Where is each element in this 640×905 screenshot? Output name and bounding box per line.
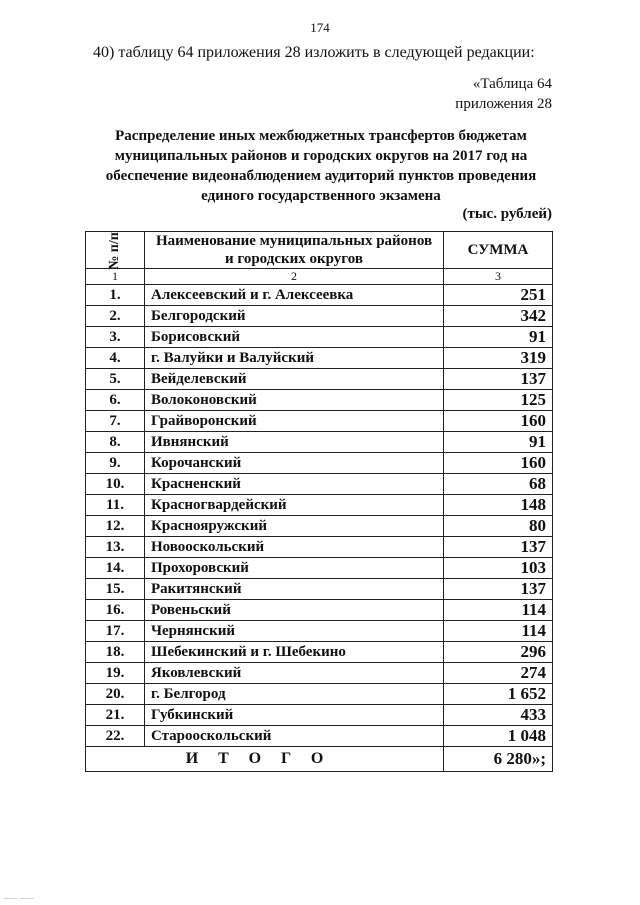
- row-number: 17.: [86, 621, 145, 642]
- table-row: [86, 642, 553, 663]
- table-row: [86, 390, 553, 411]
- table-reference: [455, 74, 552, 114]
- table-row: [86, 705, 553, 726]
- table-row: [86, 600, 553, 621]
- row-sum: 1 048: [444, 726, 553, 747]
- row-name: Корочанский: [145, 453, 444, 474]
- column-number-row: [86, 269, 553, 285]
- column-number: 2: [145, 269, 444, 285]
- row-sum: 114: [444, 600, 553, 621]
- table-row: [86, 453, 553, 474]
- row-number: 11.: [86, 495, 145, 516]
- row-number: 13.: [86, 537, 145, 558]
- transfers-table: [85, 231, 553, 772]
- row-number: 19.: [86, 663, 145, 684]
- row-sum: 114: [444, 621, 553, 642]
- row-sum: 160: [444, 453, 553, 474]
- table-reference-line1: «Таблица 64: [472, 76, 552, 92]
- row-number: 14.: [86, 558, 145, 579]
- header-number: [86, 232, 145, 269]
- table-row: [86, 537, 553, 558]
- row-name: Грайворонский: [145, 411, 444, 432]
- page-number: 174: [310, 20, 330, 35]
- row-number: 7.: [86, 411, 145, 432]
- row-name: Новооскольский: [145, 537, 444, 558]
- row-number: 22.: [86, 726, 145, 747]
- row-sum: 91: [444, 432, 553, 453]
- row-number: 20.: [86, 684, 145, 705]
- table-row: [86, 558, 553, 579]
- table-row: [86, 411, 553, 432]
- row-name: Шебекинский и г. Шебекино: [145, 642, 444, 663]
- row-name: Красненский: [145, 474, 444, 495]
- row-sum: 80: [444, 516, 553, 537]
- table-row: [86, 684, 553, 705]
- row-number: 10.: [86, 474, 145, 495]
- table-row: [86, 621, 553, 642]
- row-name: Старооскольский: [145, 726, 444, 747]
- row-number: 4.: [86, 348, 145, 369]
- row-sum: 251: [444, 285, 553, 306]
- row-name: Борисовский: [145, 327, 444, 348]
- footer-mark: —— ——: [4, 896, 35, 902]
- row-sum: 274: [444, 663, 553, 684]
- document-title: Распределение иных межбюджетных трансфертов бюджетам муниципальных районов и городских округов на 2017 год на обеспечение видеонаблюдением аудиторий пунктов проведения единого государственного экзамена: [105, 128, 537, 204]
- row-sum: 160: [444, 411, 553, 432]
- table-row: [86, 474, 553, 495]
- row-sum: 342: [444, 306, 553, 327]
- row-sum: 296: [444, 642, 553, 663]
- row-number: 5.: [86, 369, 145, 390]
- table-row: [86, 306, 553, 327]
- row-name: г. Валуйки и Валуйский: [145, 348, 444, 369]
- row-number: 16.: [86, 600, 145, 621]
- total-label: ИТОГО: [86, 747, 444, 772]
- row-sum: 103: [444, 558, 553, 579]
- row-number: 3.: [86, 327, 145, 348]
- row-sum: 125: [444, 390, 553, 411]
- row-number: 6.: [86, 390, 145, 411]
- header-name: Наименование муниципальных районов и городских округов: [145, 232, 444, 269]
- row-number: 15.: [86, 579, 145, 600]
- row-sum: 137: [444, 369, 553, 390]
- row-sum: 91: [444, 327, 553, 348]
- row-name: Красногвардейский: [145, 495, 444, 516]
- row-sum: 137: [444, 537, 553, 558]
- row-name: Ракитянский: [145, 579, 444, 600]
- table-row: [86, 432, 553, 453]
- row-number: 12.: [86, 516, 145, 537]
- row-sum: 1 652: [444, 684, 553, 705]
- row-number: 8.: [86, 432, 145, 453]
- row-sum: 433: [444, 705, 553, 726]
- column-number: 1: [86, 269, 145, 285]
- row-name: Ивнянский: [145, 432, 444, 453]
- table-row: [86, 285, 553, 306]
- table-row: [86, 663, 553, 684]
- total-sum: 6 280»;: [444, 747, 553, 772]
- column-number: 3: [444, 269, 553, 285]
- row-sum: 148: [444, 495, 553, 516]
- table-row: [86, 327, 553, 348]
- row-name: Ровеньский: [145, 600, 444, 621]
- row-number: 21.: [86, 705, 145, 726]
- row-name: Губкинский: [145, 705, 444, 726]
- header-row: [86, 232, 553, 269]
- table-row: [86, 579, 553, 600]
- row-sum: 137: [444, 579, 553, 600]
- table-row: [86, 348, 553, 369]
- row-name: Прохоровский: [145, 558, 444, 579]
- row-sum: 68: [444, 474, 553, 495]
- row-name: Алексеевский и г. Алексеевка: [145, 285, 444, 306]
- row-name: Чернянский: [145, 621, 444, 642]
- header-number-label: № п/п: [107, 231, 122, 270]
- row-name: Волоконовский: [145, 390, 444, 411]
- row-sum: 319: [444, 348, 553, 369]
- total-row: [86, 747, 553, 772]
- row-number: 9.: [86, 453, 145, 474]
- header-sum: СУММА: [444, 232, 553, 269]
- row-name: Яковлевский: [145, 663, 444, 684]
- table-body: [86, 285, 553, 772]
- table-row: [86, 516, 553, 537]
- table-row: [86, 726, 553, 747]
- row-name: г. Белгород: [145, 684, 444, 705]
- table-reference-line2: приложения 28: [455, 96, 552, 112]
- row-number: 18.: [86, 642, 145, 663]
- row-name: Вейделевский: [145, 369, 444, 390]
- row-name: Белгородский: [145, 306, 444, 327]
- table-row: [86, 369, 553, 390]
- units-label: (тыс. рублей): [462, 206, 552, 222]
- table-row: [86, 495, 553, 516]
- row-name: Краснояружский: [145, 516, 444, 537]
- row-number: 2.: [86, 306, 145, 327]
- row-number: 1.: [86, 285, 145, 306]
- amendment-intro: 40) таблицу 64 приложения 28 изложить в следующей редакции:: [93, 44, 535, 61]
